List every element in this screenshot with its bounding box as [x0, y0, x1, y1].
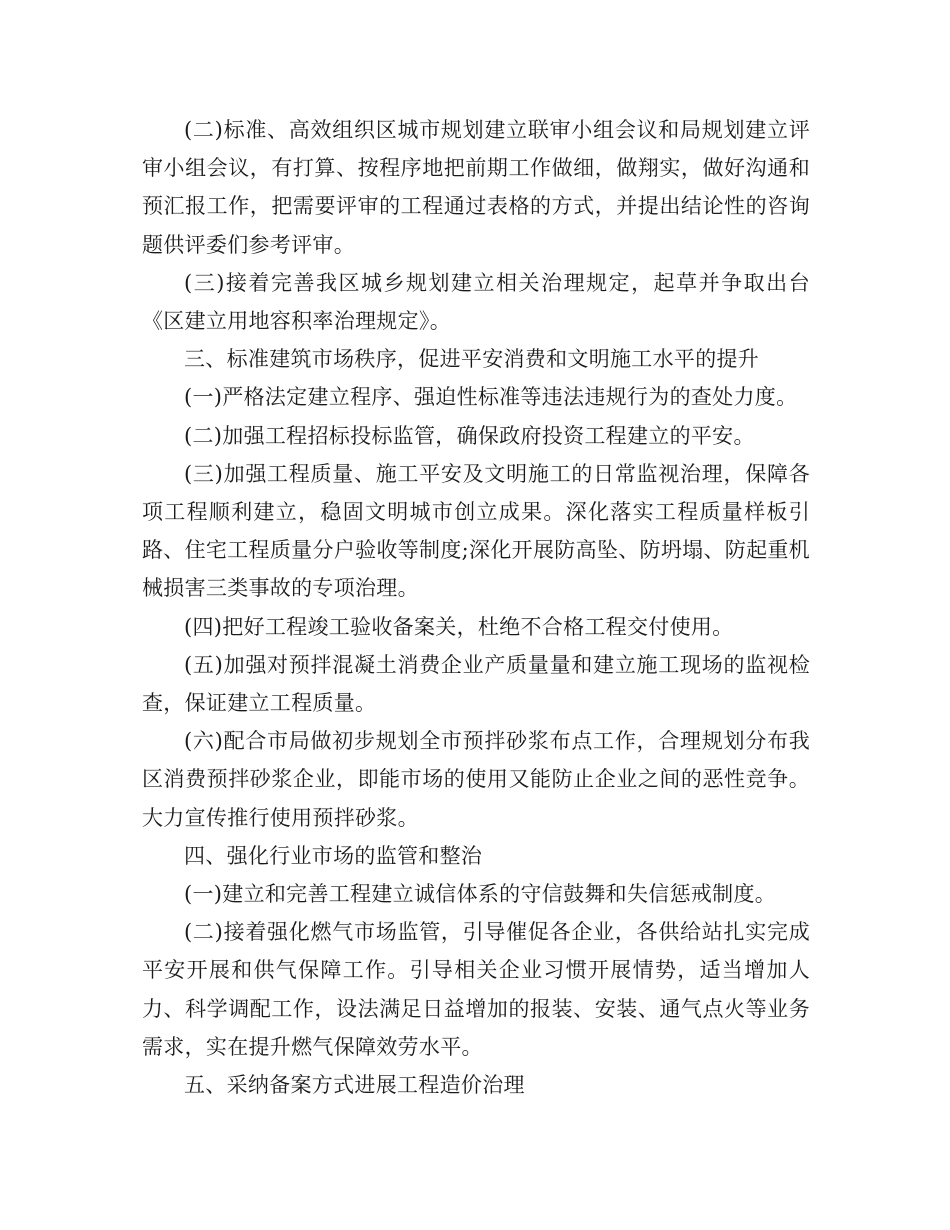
paragraph-9: (六)配合市局做初步规划全市预拌砂浆布点工作，合理规划分布我区消费预拌砂浆企业，即能市场的使用又能防止企业之间的恶性竞争。大力宣传推行使用预拌砂浆。 — [142, 729, 810, 830]
paragraph-5: (二)加强工程招标投标监管，确保政府投资工程建立的平安。 — [184, 423, 755, 448]
paragraph-8: (五)加强对预拌混凝土消费企业产质量量和建立施工现场的监视检查，保证建立工程质量。 — [142, 652, 810, 716]
paragraph-4: (一)严格法定建立程序、强迫性标准等违法违规行为的查处力度。 — [184, 385, 798, 410]
document-body — [142, 111, 810, 1104]
paragraph-2: (三)接着完善我区城乡规划建立相关治理规定，起草并争取出台《区建立用地容积率治理规定》。 — [142, 270, 810, 334]
section-heading-4: 四、强化行业市场的监管和整治 — [184, 843, 483, 868]
section-heading-5: 五、采纳备案方式进展工程造价治理 — [184, 1073, 525, 1098]
paragraph-11: (一)建立和完善工程建立诚信体系的守信鼓舞和失信惩戒制度。 — [184, 882, 777, 907]
paragraph-7: (四)把好工程竣工验收备案关，杜绝不合格工程交付使用。 — [184, 614, 734, 639]
section-heading-3: 三、标准建筑市场秩序，促进平安消费和文明施工水平的提升 — [184, 347, 760, 372]
paragraph-1: (二)标准、高效组织区城市规划建立联审小组会议和局规划建立评审小组会议，有打算、按程序地把前期工作做细，做翔实，做好沟通和预汇报工作，把需要评审的工程通过表格的方式，并提出结论性的咨询题供评委们参考评审。 — [142, 118, 810, 257]
paragraph-6: (三)加强工程质量、施工平安及文明施工的日常监视治理，保障各项工程顺利建立，稳固文明城市创立成果。深化落实工程质量样板引路、住宅工程质量分户验收等制度;深化开展防高坠、防坍塌、防起重机械损害三类事故的专项治理。 — [142, 461, 810, 601]
paragraph-12: (二)接着强化燃气市场监管，引导催促各企业，各供给站扎实完成平安开展和供气保障工作。引导相关企业习惯开展情势，适当增加人力、科学调配工作，设法满足日益增加的报装、安装、通气点火等业务需求，实在提升燃气保障效劳水平。 — [142, 920, 810, 1059]
